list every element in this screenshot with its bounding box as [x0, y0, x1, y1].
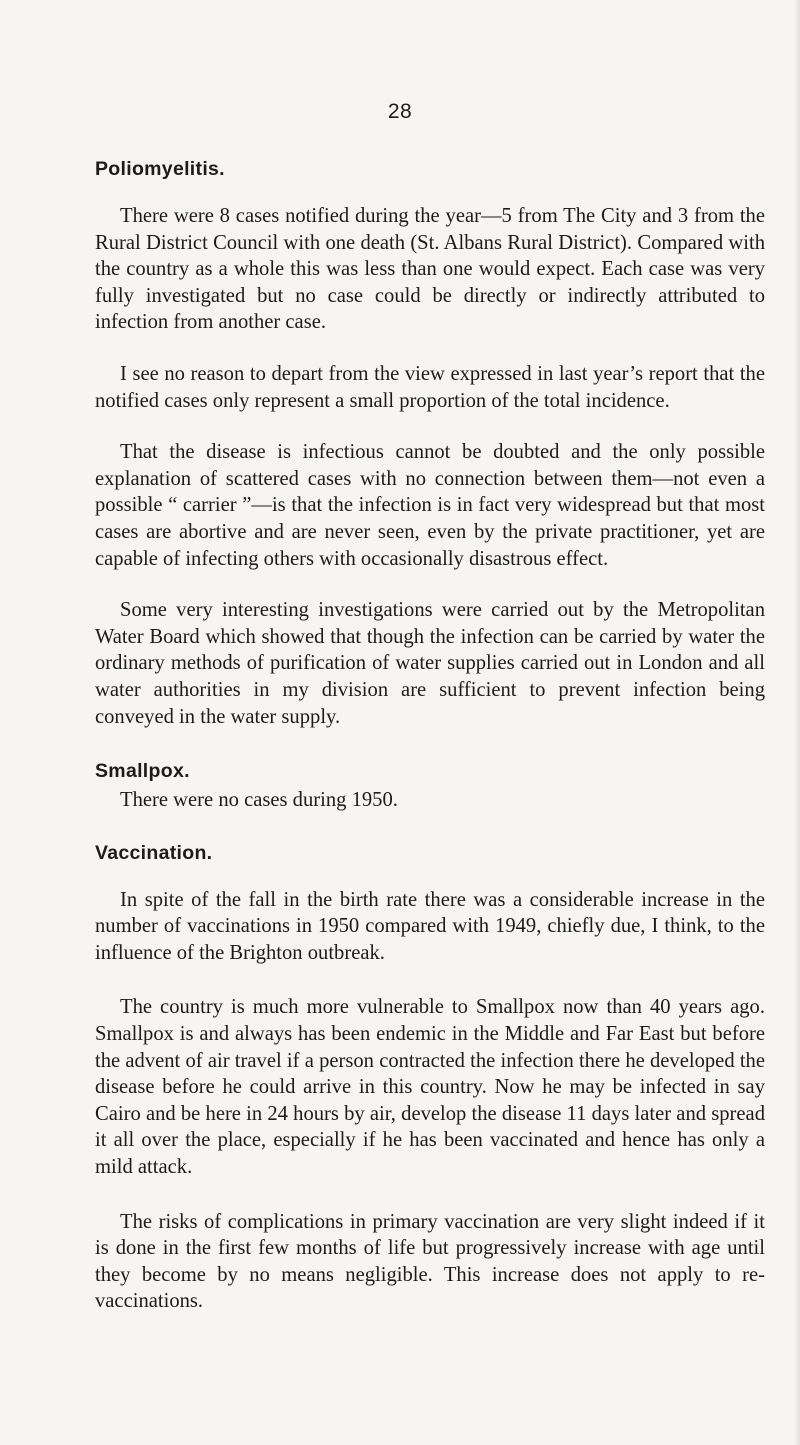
page-number: 28 [387, 100, 413, 123]
paragraph-vaccination-2: The country is much more vulnerable to Smallpox now than 40 years ago. Smallpox is and always has been endemic in the Middle and Far East but before the advent of air travel if a person contracted the infection there he developed the disease before he could arrive in this country. Now he may be infected in say Cairo and be here in 24 hours by air, develop the disease 11 days later and spread it all over the place, especially if he has been vaccinated and hence has only a mild attack. [95, 996, 765, 1179]
page-edge-shadow [794, 0, 800, 1445]
paragraph-polio-4: Some very interesting investigations were carried out by the Metropolitan Water Board which showed that though the infection can be carried by water the ordinary methods of purification of water supplies carried out in London and all water authorities in my division are sufficient to prevent infection being conveyed in the water supply. [95, 599, 765, 728]
section-heading-vaccination: Vaccination. [95, 841, 213, 864]
paragraph-polio-3: That the disease is infectious cannot be doubted and the only possible explanation of scattered cases with no connection between them—not even a possible “ carrier ”—is that the infection is in fact very widespread but that most cases are abortive and are never seen, even by the private practitioner, yet are capable of infecting others with occasionally disastrous effect. [95, 441, 765, 570]
document-body [95, 158, 765, 1315]
section-heading-smallpox: Smallpox. [95, 760, 190, 783]
paragraph-polio-2: I see no reason to depart from the view expressed in last year’s report that the notified cases only represent a small proportion of the total incidence. [95, 362, 765, 412]
paragraph-vaccination-3: The risks of complications in primary vaccination are very slight indeed if it is done in the first few months of life but progressively increase with age until they become by no means negligible. This increase does not apply to re-vaccinations. [95, 1210, 765, 1313]
section-heading-poliomyelitis: Poliomyelitis. [95, 158, 225, 180]
paragraph-smallpox-1: There were no cases during 1950. [120, 789, 398, 812]
paragraph-polio-1: There were 8 cases notified during the year—5 from The City and 3 from the Rural District Council with one death (St. Albans Rural District). Compared with the country as a whole this was less than one would expect. Each case was very fully investigated but no case could be directly or indirectly attributed to infection from another case. [95, 205, 765, 334]
paragraph-vaccination-1: In spite of the fall in the birth rate there was a considerable increase in the number of vaccinations in 1950 compared with 1949, chiefly due, I think, to the influence of the Brighton outbreak. [95, 888, 765, 964]
